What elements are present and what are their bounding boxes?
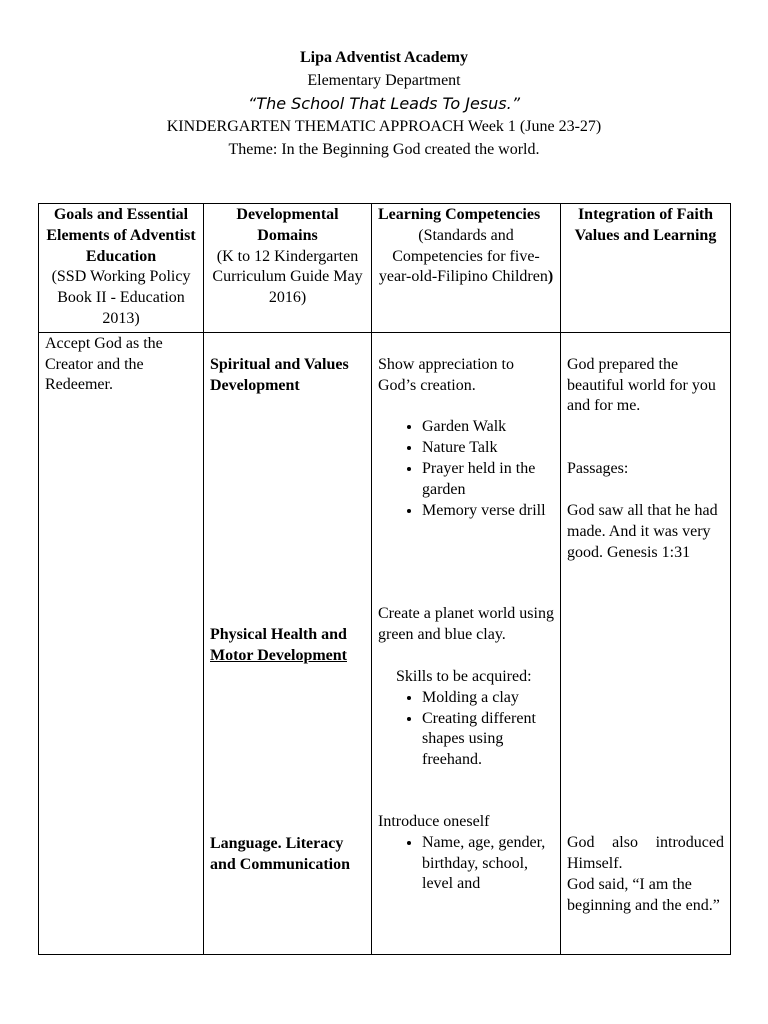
goal-text: Accept God as the Creator and the Redeemer. bbox=[45, 334, 163, 394]
faith-spiritual-1: God prepared the beautiful world for you and for me. bbox=[567, 355, 716, 415]
header-domains bbox=[204, 204, 372, 333]
domain-spiritual: Spiritual and Values Development bbox=[210, 355, 349, 394]
spiritual-activity-list bbox=[378, 417, 554, 521]
domain-physical bbox=[210, 625, 365, 667]
list-item: • Memory verse drill bbox=[422, 501, 554, 522]
header-competencies-title: Learning Competencies bbox=[378, 206, 541, 223]
header-faith-title: Integration of Faith Values and Learning bbox=[574, 206, 717, 244]
header-goals-title: Goals and Essential Elements of Adventist Education bbox=[46, 206, 196, 265]
faith-passages-label: Passages: bbox=[567, 460, 629, 478]
header-goals bbox=[39, 204, 204, 333]
header-domains-sub: (K to 12 Kindergarten Curriculum Guide May 2016) bbox=[212, 247, 363, 307]
list-item: • Creating different shapes using freehand. bbox=[422, 709, 554, 771]
table-row bbox=[39, 332, 731, 954]
list-item: • Nature Talk bbox=[422, 438, 554, 459]
physical-skill-list bbox=[378, 688, 554, 771]
faith-language-1: God also introduced Himself. bbox=[567, 834, 724, 873]
faith-genesis-verse: God saw all that he had made. And it was very good. Genesis 1:31 bbox=[567, 501, 718, 561]
competency-spiritual: Show appreciation to God’s creation. bbox=[378, 355, 514, 394]
header-faith bbox=[561, 204, 731, 333]
document-header bbox=[0, 46, 768, 161]
theme: Theme: In the Beginning God created the world. bbox=[228, 141, 540, 158]
header-competencies-paren: ) bbox=[547, 268, 554, 286]
domain-language: Language. Literacy and Communication bbox=[210, 834, 351, 873]
domain-physical-line2: Motor Development bbox=[210, 647, 347, 665]
header-competencies-sub: (Standards and Competencies for five-year-old-Filipino Children bbox=[378, 226, 548, 286]
competency-language: Introduce oneself bbox=[378, 812, 490, 830]
table-header-row bbox=[39, 204, 731, 333]
motto: “The School That Leads To Jesus.” bbox=[248, 94, 520, 113]
skills-label: Skills to be acquired: bbox=[396, 667, 532, 685]
list-item: • Prayer held in the garden bbox=[422, 459, 554, 501]
header-goals-sub: (SSD Working Policy Book II - Education 2013) bbox=[51, 268, 191, 327]
competency-physical: Create a planet world using green and blue clay. bbox=[378, 605, 554, 644]
header-domains-title: Developmental Domains bbox=[236, 206, 339, 244]
header-competencies bbox=[372, 204, 561, 333]
list-item: • Garden Walk bbox=[422, 417, 554, 438]
department: Elementary Department bbox=[307, 72, 461, 89]
domain-physical-line1: Physical Health and bbox=[210, 626, 347, 644]
competencies-cell bbox=[372, 332, 561, 954]
faith-cell bbox=[561, 332, 731, 954]
list-item: • Name, age, gender, birthday, school, level and bbox=[422, 833, 554, 895]
faith-language-2: God said, “I am the beginning and the end.” bbox=[567, 875, 720, 914]
goal-cell bbox=[39, 332, 204, 954]
lesson-plan-table bbox=[38, 203, 731, 955]
domains-cell bbox=[204, 332, 372, 954]
language-item-list bbox=[378, 833, 554, 895]
school-name: Lipa Adventist Academy bbox=[299, 49, 468, 66]
list-item: • Molding a clay bbox=[422, 688, 554, 709]
program-title: KINDERGARTEN THEMATIC APPROACH Week 1 (June 23-27) bbox=[166, 118, 602, 135]
